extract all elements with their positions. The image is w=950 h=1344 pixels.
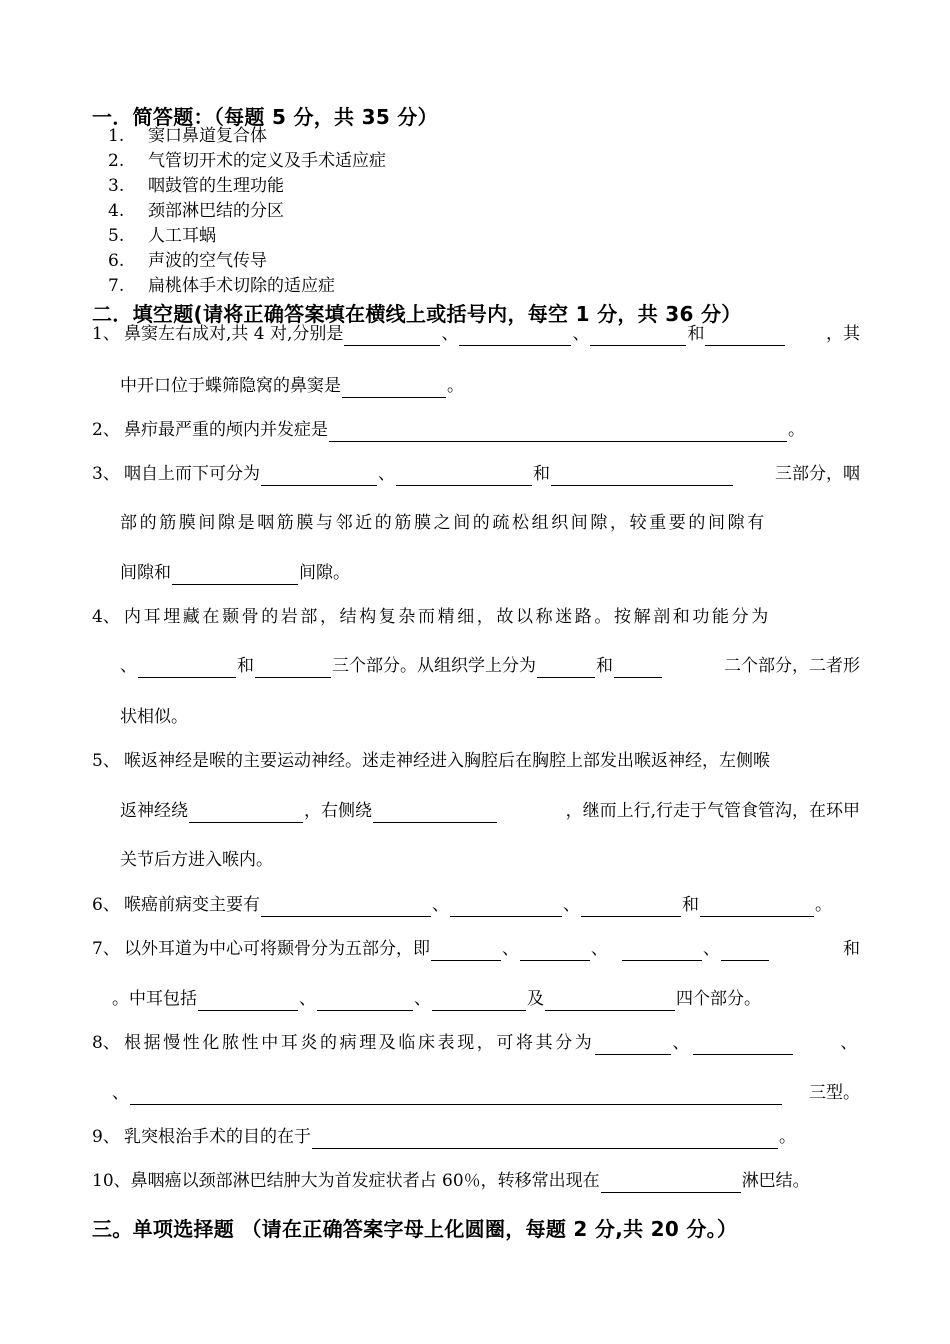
answer-blank[interactable] — [551, 467, 733, 486]
question-number: 4、 — [92, 607, 120, 627]
question-text: 以外耳道为中心可将颞骨分为五部分，即 — [124, 939, 430, 959]
question-7-line-2 — [112, 987, 761, 1011]
short-answer-list — [108, 124, 386, 299]
question-text: 、 — [563, 895, 580, 915]
question-4-line-2 — [120, 654, 860, 678]
question-text: 、 — [441, 324, 459, 344]
question-text: 淋巴结。 — [741, 1171, 810, 1191]
short-answer-item — [108, 249, 386, 274]
question-3-line-2 — [120, 511, 860, 535]
question-number: 1、 — [92, 324, 120, 344]
question-text: 和 — [843, 939, 860, 959]
answer-blank[interactable] — [431, 942, 501, 961]
question-text: 根据慢性化脓性中耳炎的病理及临床表现，可将其分为 — [124, 1033, 595, 1053]
question-text: 、 — [672, 1033, 693, 1053]
question-text: 、 — [502, 939, 519, 959]
answer-blank[interactable] — [396, 467, 532, 486]
question-text: 四个部分。 — [676, 989, 761, 1009]
question-text: 鼻疖最严重的颅内并发症是 — [124, 420, 328, 440]
question-text: 返神经绕 — [120, 801, 188, 821]
question-4-line-3 — [120, 705, 188, 729]
answer-blank[interactable] — [138, 659, 236, 678]
question-1-line-2 — [120, 374, 464, 398]
question-number: 9、 — [92, 1127, 120, 1147]
question-number: 3、 — [92, 464, 120, 484]
question-text: 。中耳包括 — [112, 989, 197, 1009]
answer-blank[interactable] — [342, 379, 446, 398]
answer-blank[interactable] — [329, 423, 787, 442]
question-text: 三型。 — [809, 1083, 860, 1103]
question-text: 间隙和 — [120, 563, 171, 583]
question-10-line-1 — [92, 1169, 860, 1193]
question-text: ，右侧绕 — [304, 801, 372, 821]
question-1-line-1 — [92, 322, 860, 346]
question-5-line-2 — [120, 799, 860, 823]
answer-blank[interactable] — [595, 1036, 671, 1055]
answer-blank[interactable] — [189, 804, 303, 823]
question-6-line-1 — [92, 893, 860, 917]
answer-blank[interactable] — [601, 1174, 741, 1193]
item-text: 扁桃体手术切除的适应症 — [148, 276, 335, 296]
answer-blank[interactable] — [520, 942, 590, 961]
question-text: 、 — [591, 939, 608, 959]
question-text: 、 — [414, 989, 431, 1009]
question-text: 和 — [533, 464, 550, 484]
short-answer-item — [108, 124, 386, 149]
answer-blank[interactable] — [450, 898, 562, 917]
answer-blank[interactable] — [721, 942, 769, 961]
item-number: 2. — [108, 151, 125, 171]
question-text: 。 — [788, 420, 805, 440]
question-text: 及 — [527, 989, 544, 1009]
question-text: 喉癌前病变主要有 — [124, 895, 260, 915]
item-number: 5. — [108, 226, 125, 246]
question-8-line-1 — [92, 1031, 860, 1055]
question-text: 和 — [682, 895, 699, 915]
question-text: 、 — [572, 324, 590, 344]
question-text: 。 — [815, 895, 832, 915]
short-answer-item — [108, 274, 386, 299]
item-number: 7. — [108, 276, 125, 296]
question-7-line-1 — [92, 937, 860, 961]
question-3-line-1 — [92, 462, 860, 486]
question-text: 、 — [432, 895, 449, 915]
short-answer-item — [108, 199, 386, 224]
question-text: ，继而上行,行走于气管食管沟，在环甲 — [565, 801, 860, 821]
answer-blank[interactable] — [545, 992, 675, 1011]
answer-blank[interactable] — [537, 659, 595, 678]
answer-blank[interactable] — [344, 327, 440, 346]
question-text: 三个部分。从组织学上分为 — [332, 656, 536, 676]
answer-blank[interactable] — [261, 898, 431, 917]
question-8-line-2 — [112, 1081, 860, 1105]
question-number: 2、 — [92, 420, 120, 440]
question-text: 、 — [703, 939, 720, 959]
item-number: 4. — [108, 201, 125, 221]
section-3-title: 三。单项选择题 （请在正确答案字母上化圆圈，每题 2 分,共 20 分。） — [92, 1217, 738, 1241]
question-text: 。 — [447, 376, 464, 396]
answer-blank[interactable] — [622, 942, 702, 961]
short-answer-item — [108, 224, 386, 249]
question-text: 、 — [840, 1033, 860, 1053]
short-answer-item — [108, 149, 386, 174]
item-number: 6. — [108, 251, 125, 271]
section-1-title: 一．简答题：（每题 5 分，共 35 分） — [92, 105, 438, 129]
question-number: 8、 — [92, 1033, 120, 1053]
question-text: 和 — [596, 656, 613, 676]
question-text: 三部分，咽 — [775, 464, 860, 484]
answer-blank[interactable] — [130, 1086, 782, 1105]
answer-blank[interactable] — [614, 659, 662, 678]
answer-blank[interactable] — [312, 1130, 778, 1149]
item-text: 气管切开术的定义及手术适应症 — [148, 151, 386, 171]
question-text: 、 — [112, 1083, 129, 1103]
item-text: 声波的空气传导 — [148, 251, 267, 271]
question-text: 。 — [779, 1127, 796, 1147]
question-text: 二个部分，二者形 — [724, 656, 860, 676]
question-2-line-1 — [92, 418, 860, 442]
question-5-line-3 — [120, 848, 273, 872]
answer-blank[interactable] — [693, 1036, 793, 1055]
item-text: 窦口鼻道复合体 — [148, 126, 267, 146]
question-4-line-1 — [92, 605, 860, 629]
question-number: 7、 — [92, 939, 120, 959]
question-number: 5、 — [92, 751, 120, 771]
answer-blank[interactable] — [198, 992, 298, 1011]
question-number: 10、 — [92, 1171, 131, 1191]
question-text: 鼻咽癌以颈部淋巴结肿大为首发症状者占 60％，转移常出现在 — [130, 1171, 600, 1191]
question-text: 、 — [378, 464, 395, 484]
item-text: 人工耳蜗 — [148, 226, 216, 246]
answer-blank[interactable] — [172, 566, 298, 585]
answer-blank[interactable] — [590, 327, 686, 346]
question-number: 6、 — [92, 895, 120, 915]
question-text: 关节后方进入喉内。 — [120, 850, 273, 870]
question-text: 鼻窦左右成对,共 4 对,分别是 — [124, 324, 344, 344]
question-text: 部的筋膜间隙是咽筋膜与邻近的筋膜之间的疏松组织间隙，较重要的间隙有 — [120, 513, 767, 533]
question-text: 、 — [299, 989, 316, 1009]
short-answer-item — [108, 174, 386, 199]
question-text: 喉返神经是喉的主要运动神经。迷走神经进入胸腔后在胸腔上部发出喉返神经，左侧喉 — [124, 751, 770, 771]
item-number: 1. — [108, 126, 125, 146]
question-9-line-1 — [92, 1125, 860, 1149]
question-text: 和 — [687, 324, 705, 344]
answer-blank[interactable] — [317, 992, 413, 1011]
question-3-line-3 — [120, 561, 350, 585]
answer-blank[interactable] — [459, 327, 571, 346]
answer-blank[interactable] — [373, 804, 497, 823]
question-text: 状相似。 — [120, 707, 188, 727]
item-number: 3. — [108, 176, 125, 196]
question-text: 咽自上而下可分为 — [124, 464, 260, 484]
question-5-line-1 — [92, 749, 860, 773]
question-text: 中开口位于蝶筛隐窝的鼻窦是 — [120, 376, 341, 396]
answer-blank[interactable] — [700, 898, 814, 917]
answer-blank[interactable] — [705, 327, 785, 346]
question-text: ，其 — [826, 324, 860, 344]
answer-blank[interactable] — [255, 659, 331, 678]
answer-blank[interactable] — [261, 467, 377, 486]
question-text: 间隙。 — [299, 563, 350, 583]
question-text: 乳突根治手术的目的在于 — [124, 1127, 311, 1147]
answer-blank[interactable] — [432, 992, 526, 1011]
question-text: 和 — [237, 656, 254, 676]
answer-blank[interactable] — [581, 898, 681, 917]
section-2-title: 二．填空题(请将正确答案填在横线上或括号内，每空 1 分，共 36 分） — [92, 302, 742, 326]
question-text: 、 — [120, 656, 137, 676]
item-text: 颈部淋巴结的分区 — [148, 201, 284, 221]
item-text: 咽鼓管的生理功能 — [148, 176, 284, 196]
question-text: 内耳埋藏在颞骨的岩部，结构复杂而精细，故以称迷路。按解剖和功能分为 — [124, 607, 771, 627]
